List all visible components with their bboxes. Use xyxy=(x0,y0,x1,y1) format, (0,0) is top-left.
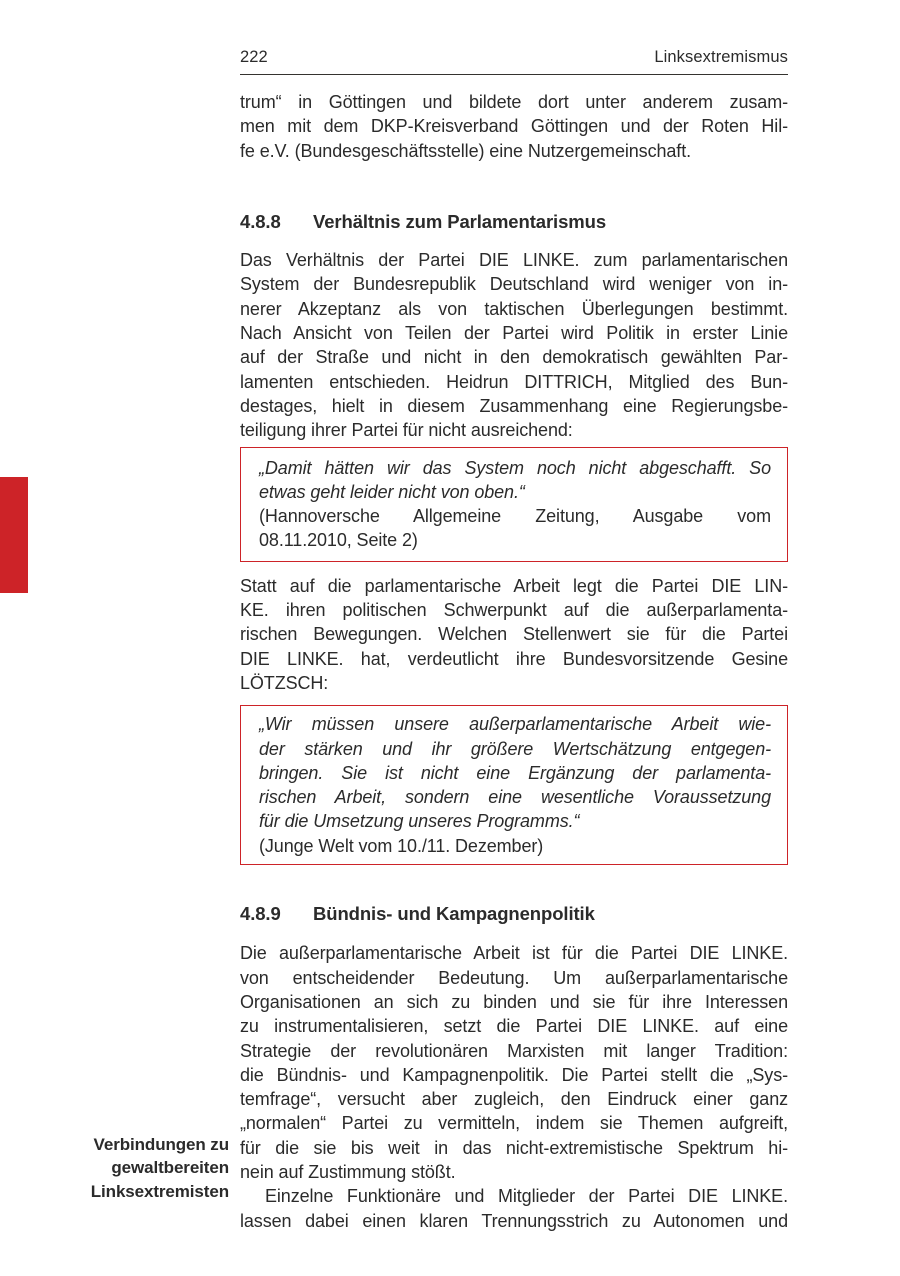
text-line: Linksextremisten xyxy=(90,1181,229,1201)
text-line: Verbindungen zu xyxy=(93,1135,229,1154)
text-line: 08.11.2010, Seite 2) xyxy=(259,530,418,551)
text-line: etwas geht leider nicht von oben.“ xyxy=(259,481,525,502)
text-line: trum“ in Göttingen und bildete dort unter anderem zusam- xyxy=(240,92,788,112)
section-number: 4.8.9 xyxy=(240,903,281,925)
text-line: nerer Akzeptanz als von taktischen Überlegungen bestimmt. xyxy=(240,298,788,319)
section-heading-489 xyxy=(240,902,788,926)
margin-note xyxy=(40,1133,229,1203)
text-line: DIE LINKE. hat, verdeutlicht ihre Bundesvorsitzende Gesine xyxy=(240,648,788,669)
text-line: LÖTZSCH: xyxy=(240,672,329,693)
red-accent-bar xyxy=(0,477,28,593)
paragraph-parlamentarismus xyxy=(240,248,788,442)
text-line: teiligung ihrer Partei für nicht ausreichend: xyxy=(240,420,573,441)
text-line: fe e.V. (Bundesgeschäftsstelle) eine Nutzergemeinschaft. xyxy=(240,140,691,161)
paragraph-funktionaere xyxy=(240,1184,788,1233)
text-line: Einzelne Funktionäre und Mitglieder der Partei DIE LINKE. xyxy=(265,1186,788,1207)
text-line: Die außerparlamentarische Arbeit ist für die Partei DIE LINKE. xyxy=(240,943,788,964)
text-line: Organisationen an sich zu binden und sie für ihre Interessen xyxy=(240,991,788,1012)
paragraph-schwerpunkt xyxy=(240,574,788,695)
text-line: Das Verhältnis der Partei DIE LINKE. zum parlamentarischen xyxy=(240,250,788,271)
text-line: „Damit hätten wir das System noch nicht abgeschafft. So xyxy=(259,457,771,478)
text-line: für die Umsetzung unseres Programms.“ xyxy=(259,811,580,832)
text-line: KE. ihren politischen Schwerpunkt auf die außerparlamenta- xyxy=(240,600,788,621)
text-line: destages, hielt in diesem Zusammenhang eine Regierungsbe- xyxy=(240,395,788,416)
text-line: der stärken und ihr größere Wertschätzung entgegen- xyxy=(259,738,771,759)
text-line: „normalen“ Partei zu vermitteln, indem sie Themen aufgreift, xyxy=(240,1113,788,1134)
quote-text xyxy=(259,712,771,833)
text-line: bringen. Sie ist nicht eine Ergänzung der parlamenta- xyxy=(259,762,771,783)
section-title: Verhältnis zum Parlamentarismus xyxy=(313,210,607,232)
running-head-chapter: Linksextremismus xyxy=(654,48,788,66)
text-line: rischen Bewegungen. Welchen Stellenwert sie für die Partei xyxy=(240,624,788,645)
text-line: von entscheidender Bedeutung. Um außerparlamentarische xyxy=(240,967,788,988)
text-line: lamenten entschieden. Heidrun DITTRICH, Mitglied des Bun- xyxy=(240,371,788,392)
text-line: für die sie bis weit in das nicht-extremistische Spektrum hi- xyxy=(240,1137,788,1158)
text-line: System der Bundesrepublik Deutschland wird weniger von in- xyxy=(240,274,788,295)
text-line: rischen Arbeit, sondern eine wesentliche Voraussetzung xyxy=(259,787,771,808)
quote-citation xyxy=(259,834,771,858)
text-line: men mit dem DKP-Kreisverband Göttingen und der Roten Hil- xyxy=(240,116,788,137)
text-line: „Wir müssen unsere außerparlamentarische Arbeit wie- xyxy=(259,714,771,735)
quote-box-dittrich xyxy=(240,447,788,562)
text-line: auf der Straße und nicht in den demokratisch gewählten Par- xyxy=(240,347,788,368)
text-line: temfrage“, versucht aber zugleich, den Eindruck einer ganz xyxy=(240,1089,788,1110)
page-number: 222 xyxy=(240,48,268,66)
text-line: die Bündnis- und Kampagnenpolitik. Die Partei stellt die „Sys- xyxy=(240,1064,788,1085)
text-line: (Junge Welt vom 10./11. Dezember) xyxy=(259,835,544,856)
quote-citation xyxy=(259,504,771,553)
section-title: Bündnis- und Kampagnenpolitik xyxy=(313,903,595,925)
text-line: zu instrumentalisieren, setzt die Partei DIE LINKE. auf eine xyxy=(240,1016,788,1037)
text-line: gewaltbereiten xyxy=(111,1158,229,1178)
quote-text xyxy=(259,456,771,505)
section-number: 4.8.8 xyxy=(240,210,281,232)
quote-box-loetzsch xyxy=(240,705,788,865)
text-line: (Hannoversche Allgemeine Zeitung, Ausgabe vom xyxy=(259,506,771,527)
text-line: Strategie der revolutionären Marxisten mit langer Tradition: xyxy=(240,1040,788,1061)
section-heading-488 xyxy=(240,210,788,234)
text-line: Statt auf die parlamentarische Arbeit legt die Partei DIE LIN- xyxy=(240,575,788,596)
text-column xyxy=(240,47,788,1233)
text-line: nein auf Zustimmung stößt. xyxy=(240,1161,456,1182)
paragraph-continuation xyxy=(240,90,788,163)
page-header xyxy=(240,47,788,75)
paragraph-buendnispolitik xyxy=(240,941,788,1184)
text-line: Nach Ansicht von Teilen der Partei wird Politik in erster Linie xyxy=(240,323,788,344)
text-line: lassen dabei einen klaren Trennungsstrich zu Autonomen und xyxy=(240,1210,788,1231)
